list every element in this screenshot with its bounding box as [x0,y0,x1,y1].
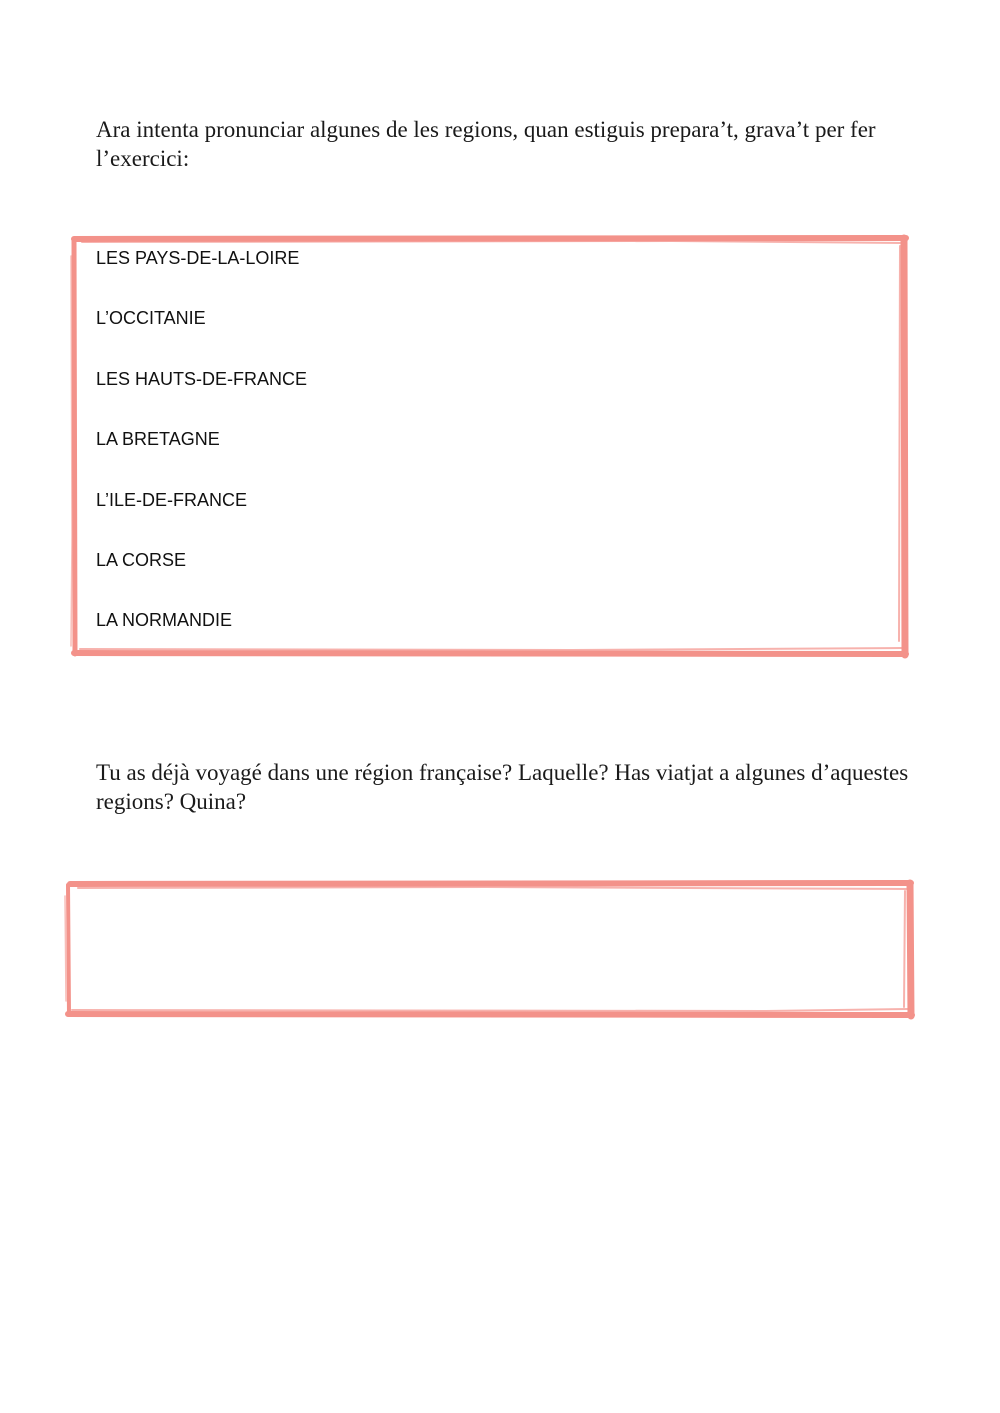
region-list [96,248,307,671]
regions-box [72,236,908,657]
region-item-corse: LA CORSE [96,549,187,570]
region-item-ile-de-france: L’ILE-DE-FRANCE [96,489,248,510]
region-item-occitanie: L’OCCITANIE [96,308,206,329]
exercise-2-instruction: Tu as déjà voyagé dans une région française? Laquelle? Has viatjat a algunes d’aquestes regions? Quina? [96,760,909,814]
region-item-normandie: LA NORMANDIE [96,610,233,631]
answer-box [66,881,914,1018]
exercise-1-instruction: Ara intenta pronunciar algunes de les regions, quan estiguis prepara’t, grava’t per fer l’exercici: [96,117,876,171]
region-item-bretagne: LA BRETAGNE [96,429,220,450]
region-item-hauts-de-france: LES HAUTS-DE-FRANCE [96,368,308,389]
answer-textarea[interactable] [76,893,902,1006]
region-item-pays-de-la-loire: LES PAYS-DE-LA-LOIRE [96,248,300,268]
